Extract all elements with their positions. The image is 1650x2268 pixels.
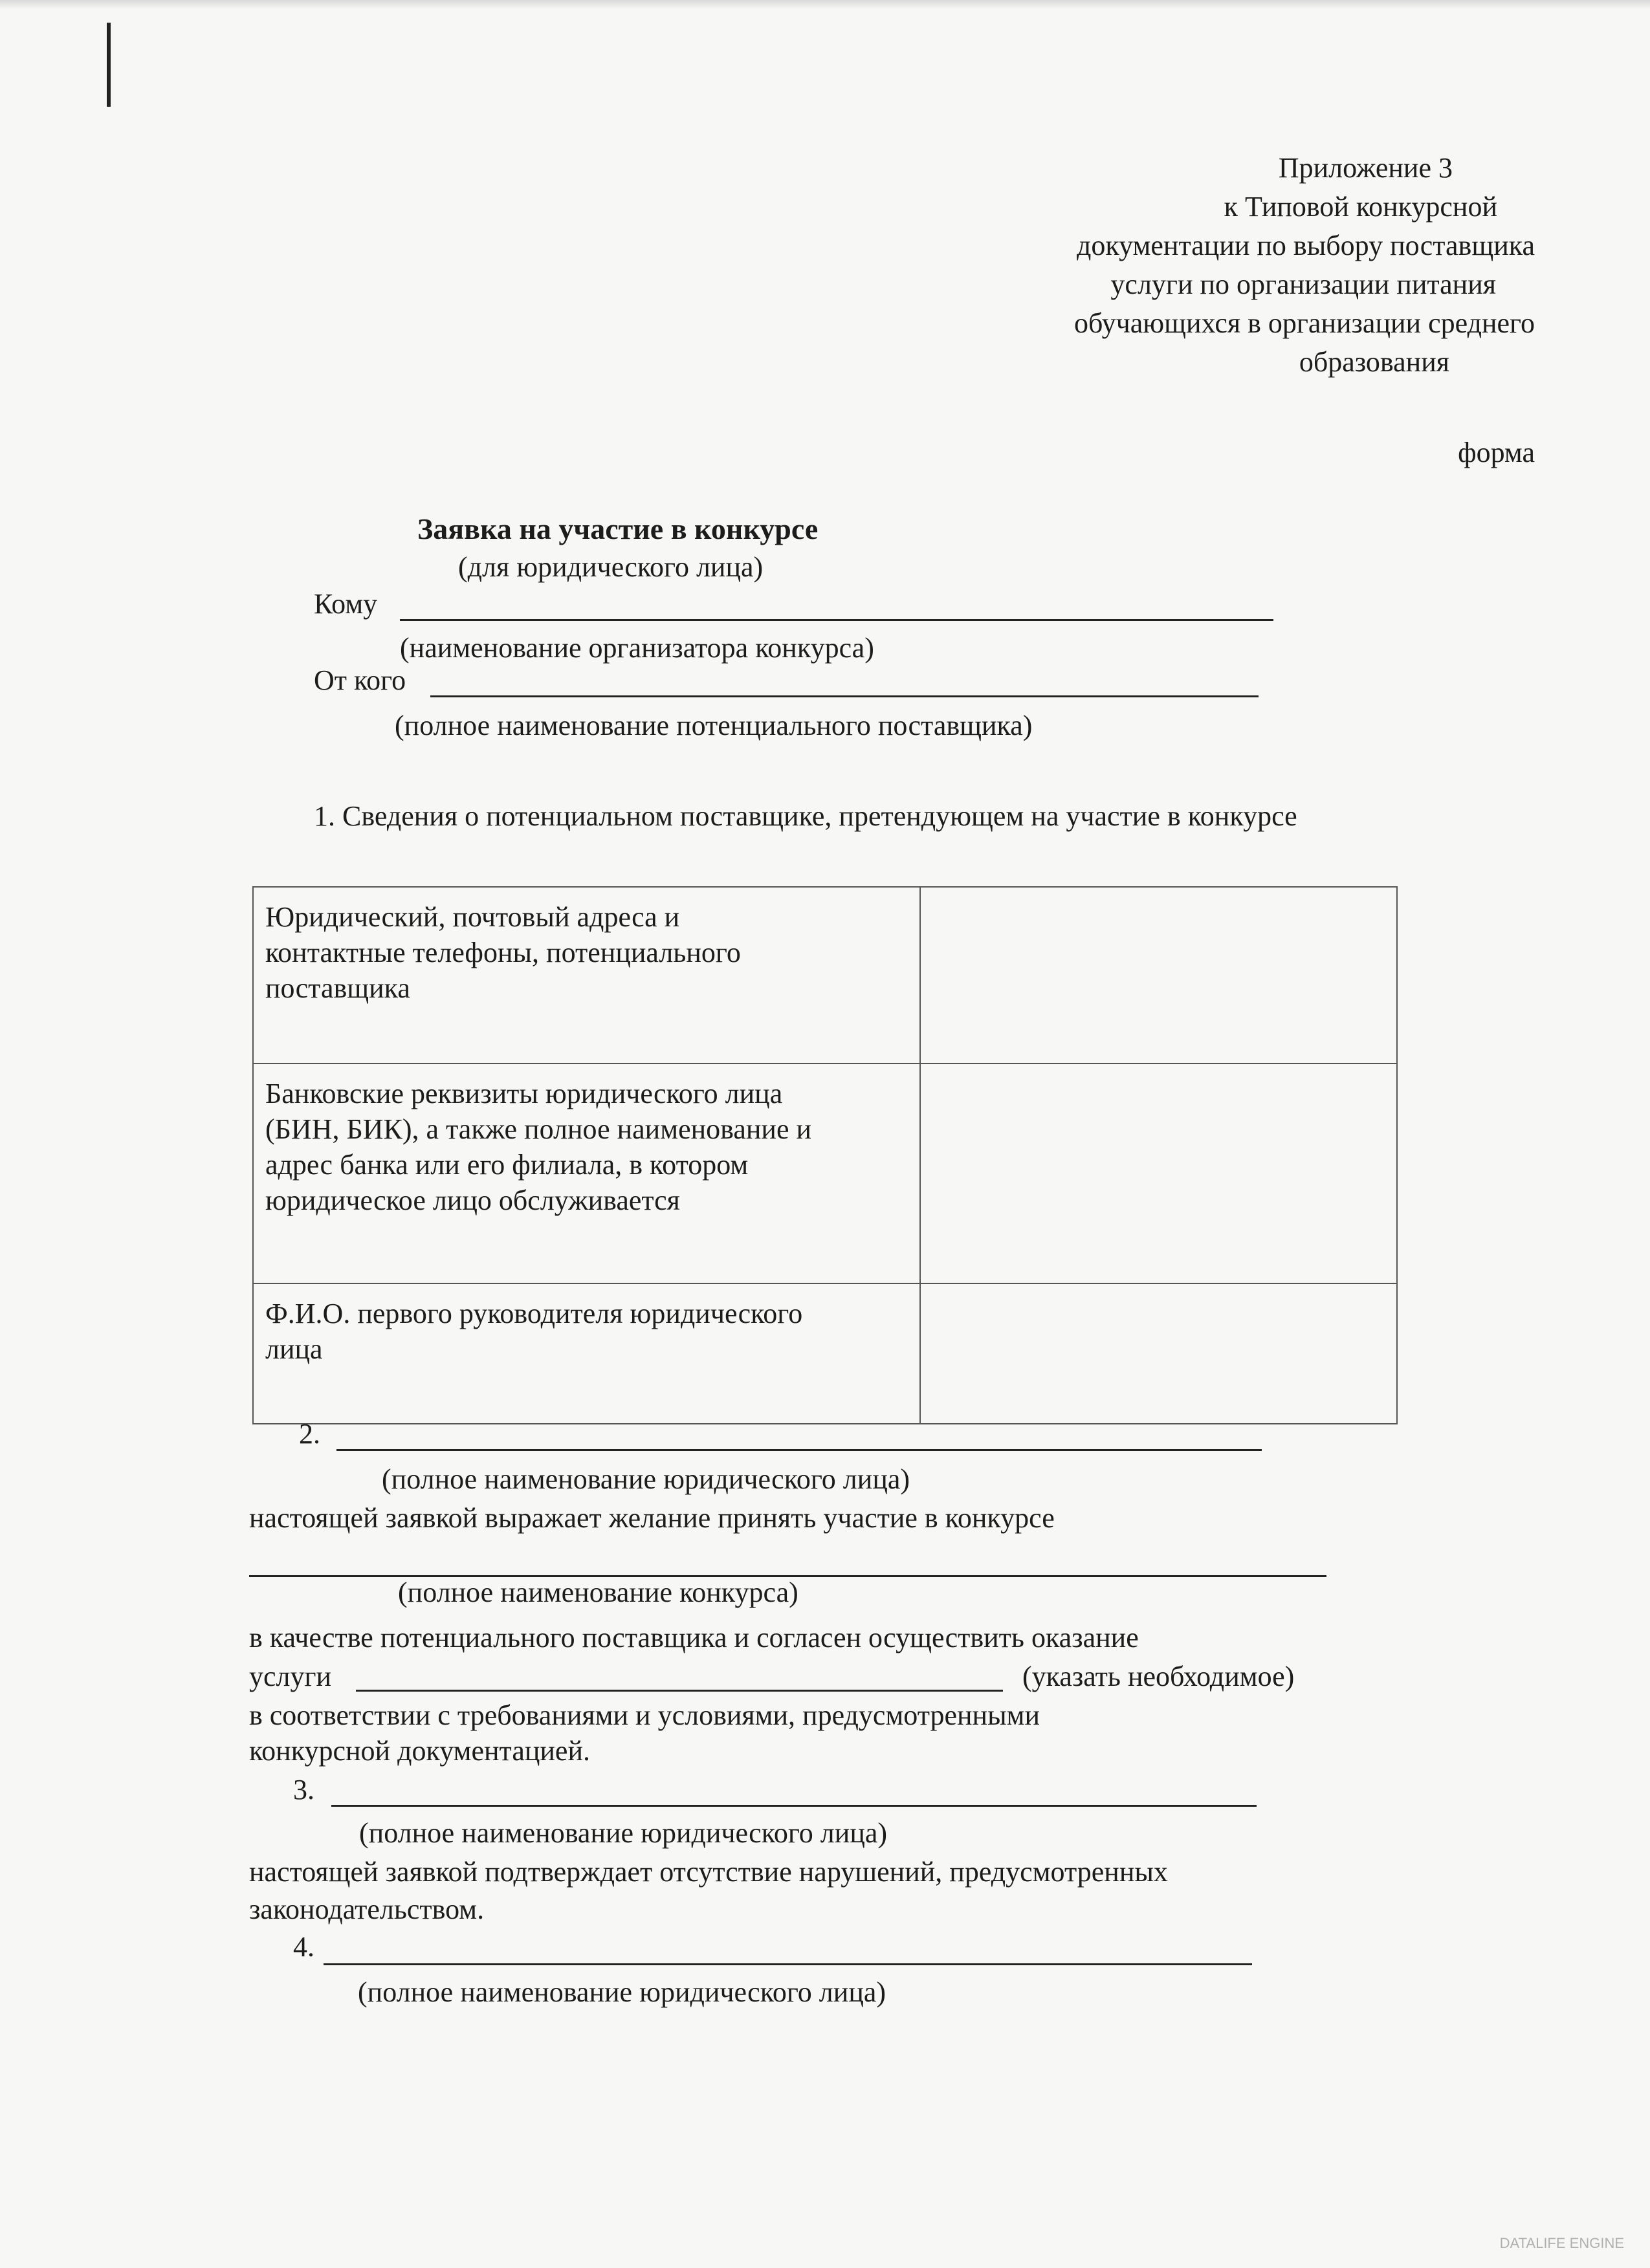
section2-text-agree: в качестве потенциального поставщика и согласен осуществить оказание [249,1622,1139,1653]
section4-caption: (полное наименование юридического лица) [358,1976,886,2008]
appendix-line-3: документации по выбору поставщика [1076,230,1535,261]
section2-text-accordance: в соответствии с требованиями и условиями, предусмотренными [249,1699,1040,1731]
row2-label-line: (БИН, БИК), а также полное наименование и [265,1113,812,1145]
appendix-line-1: Приложение 3 [1278,152,1453,184]
section3-text-2: законодательством. [249,1893,485,1925]
table-cell-value[interactable] [920,1063,1397,1283]
appendix-line-2: к Типовой конкурсной [1224,191,1497,223]
section2-text-docs: конкурсной документацией. [249,1735,591,1767]
table-cell-label [253,1283,920,1424]
scan-mark [107,23,111,107]
section2-entity-line[interactable] [336,1449,1262,1451]
row3-label-line: лица [265,1333,323,1365]
row1-label-line: поставщика [265,972,410,1004]
table-row [253,1283,1397,1424]
to-field-line[interactable] [400,619,1273,621]
row1-label-line: контактные телефоны, потенциального [265,937,741,968]
section3-number: 3. [293,1774,314,1805]
table-cell-value[interactable] [920,1283,1397,1424]
section4-number: 4. [293,1931,314,1963]
row2-label-line: юридическое лицо обслуживается [265,1184,680,1216]
table-cell-value[interactable] [920,887,1397,1063]
row1-label-line: Юридический, почтовый адреса и [265,901,680,933]
contest-caption: (полное наименование конкурса) [398,1576,798,1608]
table-row [253,887,1397,1063]
row2-label-line: адрес банка или его филиала, в котором [265,1149,749,1181]
page-title: Заявка на участие в конкурсе [417,512,819,545]
row3-label-line: Ф.И.О. первого руководителя юридического [265,1298,803,1329]
services-hint: (указать необходимое) [1022,1661,1295,1692]
watermark: DATALIFE ENGINE [1499,2235,1624,2251]
appendix-line-5: обучающихся в организации среднего [1073,307,1535,339]
section2-number: 2. [299,1418,320,1450]
table-cell-label [253,887,920,1063]
section2-text-wish: настоящей заявкой выражает желание принять участие в конкурсе [249,1502,1055,1534]
row2-label-line: Банковские реквизиты юридического лица [265,1078,783,1109]
section3-text-1: настоящей заявкой подтверждает отсутствие нарушений, предусмотренных [249,1856,1168,1888]
section4-entity-line[interactable] [324,1963,1252,1965]
to-label: Кому [314,588,378,620]
services-field-line[interactable] [356,1690,1003,1692]
table-row [253,1063,1397,1283]
section3-entity-line[interactable] [331,1805,1257,1807]
scan-edge [0,0,1650,9]
supplier-info-table [252,886,1398,1424]
form-label: форма [1458,437,1535,468]
from-caption: (полное наименование потенциального поставщика) [395,710,1033,741]
services-label: услуги [249,1661,332,1692]
section3-caption: (полное наименование юридического лица) [359,1817,888,1849]
from-field-line[interactable] [430,695,1259,697]
appendix-line-4: услуги по организации питания [1110,268,1496,300]
section1-heading: 1. Сведения о потенциальном поставщике, претендующем на участие в конкурсе [314,800,1297,832]
section2-caption: (полное наименование юридического лица) [382,1463,910,1495]
table-cell-label [253,1063,920,1283]
from-label: От кого [314,664,406,696]
to-caption: (наименование организатора конкурса) [400,632,874,664]
page-subtitle: (для юридического лица) [458,551,764,583]
appendix-line-6: образования [1299,346,1449,378]
